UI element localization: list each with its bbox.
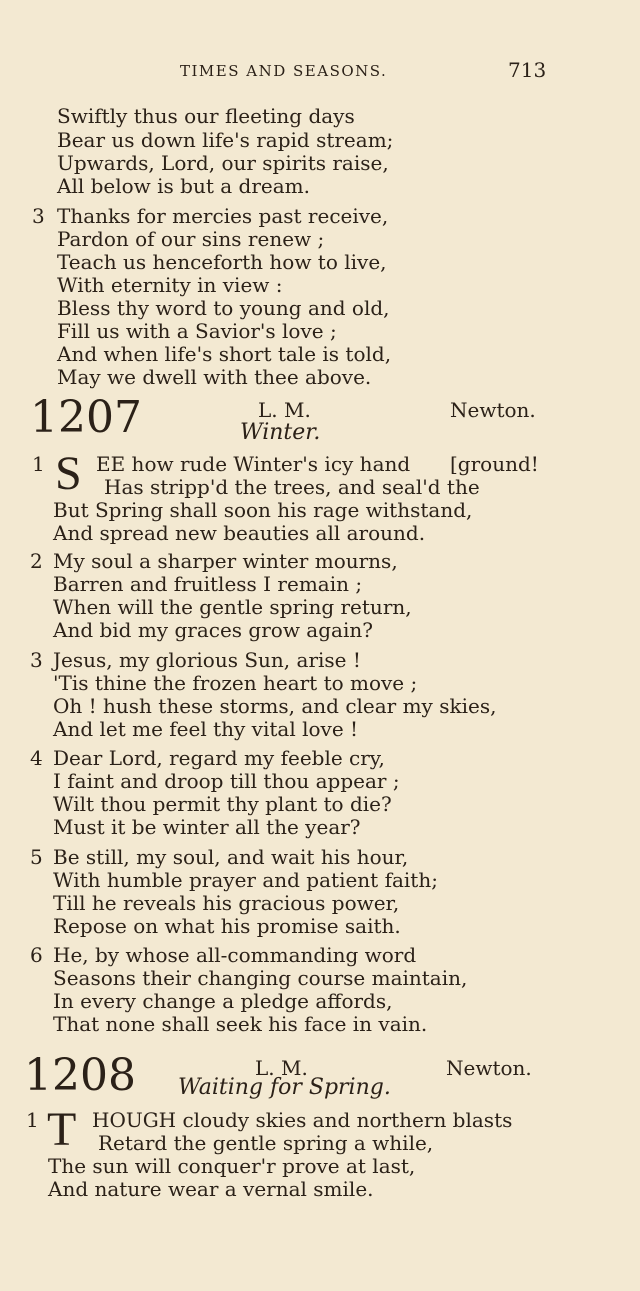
verse-line: HOUGH cloudy skies and northern blasts <box>92 1108 513 1132</box>
verse-line: In every change a pledge affords, <box>53 989 393 1013</box>
verse-line: Till he reveals his gracious power, <box>53 891 400 915</box>
verse-line: And bid my graces grow again? <box>53 618 373 642</box>
verse-line: Wilt thou permit thy plant to die? <box>53 792 392 816</box>
verse-line: EE how rude Winter's icy hand <box>96 452 411 476</box>
running-header: TIMES AND SEASONS. <box>180 62 388 80</box>
verse-line: Barren and fruitless I remain ; <box>53 572 363 596</box>
verse-line: But Spring shall soon his rage withstand, <box>53 498 473 522</box>
verse-line: Be still, my soul, and wait his hour, <box>53 845 409 869</box>
verse-number: 1 <box>32 452 45 476</box>
hymn-number: 1207 <box>30 392 142 443</box>
verse-line: Oh ! hush these storms, and clear my skies, <box>53 694 497 718</box>
verse-number: 3 <box>30 648 43 672</box>
verse-line: The sun will conquer'r prove at last, <box>48 1154 416 1178</box>
verse-line: Repose on what his promise saith. <box>53 914 401 938</box>
verse-line: Retard the gentle spring a while, <box>98 1131 434 1155</box>
hymn-title: Waiting for Spring. <box>178 1075 391 1100</box>
verse-line: And nature wear a vernal smile. <box>48 1177 374 1201</box>
hymn-title: Winter. <box>240 420 321 445</box>
hymn-meter: L. M. <box>255 1056 308 1080</box>
verse-line: Thanks for mercies past receive, <box>57 204 389 228</box>
verse-number: 1 <box>26 1108 39 1132</box>
verse-line: Swiftly thus our fleeting days <box>57 104 355 128</box>
verse-number: 6 <box>30 943 43 967</box>
verse-number: 5 <box>30 845 43 869</box>
verse-line: Must it be winter all the year? <box>53 815 361 839</box>
verse-line: Upwards, Lord, our spirits raise, <box>57 151 389 175</box>
verse-line: And let me feel thy vital love ! <box>53 717 359 741</box>
hymn-number: 1208 <box>24 1050 136 1101</box>
verse-line: 'Tis thine the frozen heart to move ; <box>53 671 418 695</box>
verse-line: Dear Lord, regard my feeble cry, <box>53 746 385 770</box>
verse-line: Bless thy word to young and old, <box>57 296 390 320</box>
verse-line: All below is but a dream. <box>57 174 310 198</box>
verse-line: And when life's short tale is told, <box>57 342 392 366</box>
verse-line: With humble prayer and patient faith; <box>53 868 438 892</box>
verse-line: Seasons their changing course maintain, <box>53 966 468 990</box>
verse-line: That none shall seek his face in vain. <box>53 1012 428 1036</box>
hymn-tune: Newton. <box>450 398 536 422</box>
verse-number: 3 <box>32 204 45 228</box>
verse-line: I faint and droop till thou appear ; <box>53 769 400 793</box>
verse-line: When will the gentle spring return, <box>53 595 412 619</box>
page-number: 713 <box>508 58 547 82</box>
verse-line: Pardon of our sins renew ; <box>57 227 325 251</box>
verse-line: And spread new beauties all around. <box>53 521 426 545</box>
verse-line: With eternity in view : <box>57 273 283 297</box>
verse-line: Jesus, my glorious Sun, arise ! <box>53 648 361 672</box>
hymn-tune: Newton. <box>446 1056 532 1080</box>
drop-cap: S <box>55 447 82 500</box>
verse-line-tail: [ground! <box>450 452 539 476</box>
verse-number: 2 <box>30 549 43 573</box>
verse-line: May we dwell with thee above. <box>57 365 372 389</box>
verse-line: Has stripp'd the trees, and seal'd the <box>104 475 480 499</box>
hymn-meter: L. M. <box>258 398 311 422</box>
verse-line: He, by whose all-commanding word <box>53 943 417 967</box>
verse-line: Teach us henceforth how to live, <box>57 250 387 274</box>
drop-cap: T <box>47 1103 77 1156</box>
verse-number: 4 <box>30 746 43 770</box>
verse-line: Bear us down life's rapid stream; <box>57 128 394 152</box>
verse-line: Fill us with a Savior's love ; <box>57 319 337 343</box>
verse-line: My soul a sharper winter mourns, <box>53 549 398 573</box>
